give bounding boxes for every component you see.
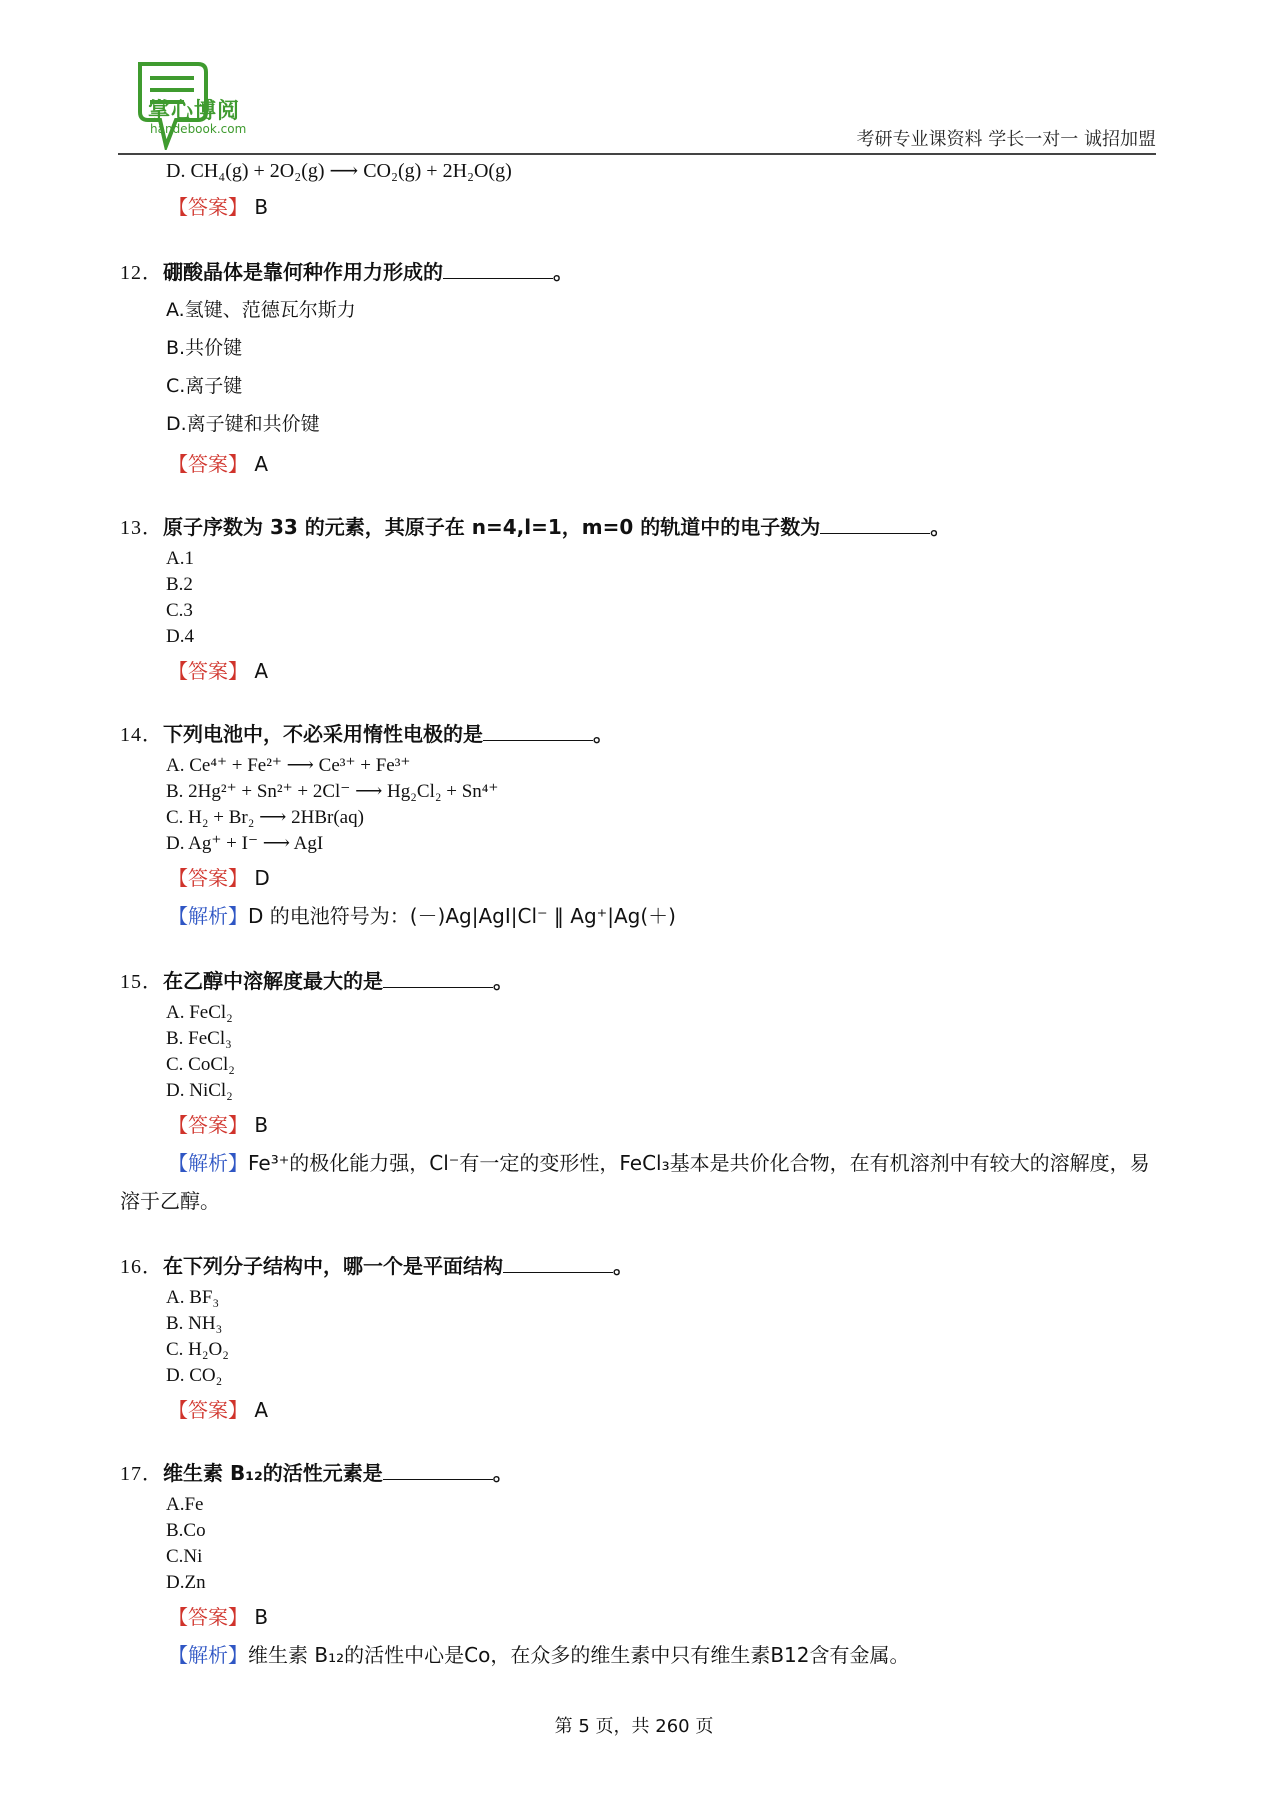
question-16	[120, 1248, 1156, 1285]
question-end: 。	[613, 1254, 633, 1278]
header-divider	[118, 153, 1156, 155]
answer-tag: 【答案】	[168, 1398, 248, 1422]
analysis-17	[168, 1636, 1156, 1674]
question-text: 在乙醇中溶解度最大的是	[163, 969, 383, 993]
option-c: C.Ni	[166, 1546, 203, 1567]
answer-blank	[820, 515, 930, 534]
analysis-tag: 【解析】	[168, 1643, 248, 1667]
logo-text-cn: 掌心博阅	[148, 99, 241, 124]
option-b: B. NH₃	[166, 1313, 223, 1334]
question-17	[120, 1455, 1156, 1492]
option-b: B.共价键	[166, 337, 243, 359]
answer-value: D	[254, 866, 270, 890]
question-text: 维生素 B₁₂的活性元素是	[163, 1461, 383, 1485]
option-c: C.3	[166, 600, 193, 621]
question-number: 15．	[120, 971, 163, 993]
page-content	[120, 156, 1156, 1674]
question-end: 。	[593, 722, 613, 746]
question-15	[120, 963, 1156, 1000]
analysis-tag: 【解析】	[168, 1151, 248, 1175]
analysis-14	[168, 897, 1156, 935]
answer-tag: 【答案】	[168, 659, 248, 683]
answer-value: B	[254, 195, 269, 219]
question-number: 17．	[120, 1463, 163, 1485]
question-text: 在下列分子结构中，哪一个是平面结构	[163, 1254, 503, 1278]
option-d: D.4	[166, 626, 194, 647]
answer-blank	[383, 969, 493, 988]
answer-17	[168, 1600, 1156, 1634]
option-a: A.1	[166, 548, 194, 569]
option-a: A.氢键、范德瓦尔斯力	[166, 299, 356, 321]
answer-tag: 【答案】	[168, 452, 248, 476]
analysis-text: 维生素 B₁₂的活性中心是Co，在众多的维生素中只有维生素B12含有金属。	[248, 1643, 910, 1667]
question-number: 14．	[120, 724, 163, 746]
answer-value: A	[254, 659, 269, 683]
question-end: 。	[493, 969, 513, 993]
option-d: D.Zn	[166, 1572, 206, 1593]
answer-blank	[383, 1461, 493, 1480]
option-a: A. Ce⁴⁺ + Fe²⁺ ⟶ Ce³⁺ + Fe³⁺	[166, 755, 411, 776]
option-d: D.离子键和共价键	[166, 413, 320, 435]
question-14	[120, 716, 1156, 753]
answer-blank	[443, 260, 553, 279]
answer-tag: 【答案】	[168, 1605, 248, 1629]
question-number: 13．	[120, 517, 163, 539]
question-13	[120, 509, 1156, 546]
option-b: B.Co	[166, 1520, 206, 1541]
answer-tag: 【答案】	[168, 866, 248, 890]
option-c: C. H₂O₂	[166, 1339, 229, 1360]
prev-answer	[168, 190, 1156, 224]
answer-blank	[503, 1254, 613, 1273]
answer-value: A	[254, 452, 269, 476]
option-a: A.Fe	[166, 1494, 204, 1515]
analysis-text: D 的电池符号为：(－)Ag|AgI|Cl⁻ ‖ Ag⁺|Ag(＋)	[248, 904, 676, 928]
analysis-text: Fe³⁺的极化能力强，Cl⁻有一定的变形性，FeCl₃基本是共价化合物，在有机溶剂中有较大的溶解度，易溶于乙醇。	[120, 1151, 1150, 1213]
option-b: B.2	[166, 574, 193, 595]
option-b: B. 2Hg²⁺ + Sn²⁺ + 2Cl⁻ ⟶ Hg₂Cl₂ + Sn⁴⁺	[166, 781, 499, 802]
option-d: D. CO₂	[166, 1365, 223, 1386]
prev-option-d: D. CH₄(g) + 2O₂(g) ⟶ CO₂(g) + 2H₂O(g)	[166, 160, 512, 182]
question-text: 硼酸晶体是靠何种作用力形成的	[163, 260, 443, 284]
answer-15	[168, 1108, 1156, 1142]
answer-13	[168, 654, 1156, 688]
question-end: 。	[930, 515, 951, 539]
analysis-15	[120, 1144, 1156, 1220]
option-d: D. Ag⁺ + I⁻ ⟶ AgI	[166, 833, 324, 854]
option-c: C.离子键	[166, 375, 243, 397]
answer-tag: 【答案】	[168, 1113, 248, 1137]
question-text: 原子序数为 33 的元素，其原子在 n=4,l=1，m=0 的轨道中的电子数为	[163, 515, 821, 539]
page-header	[118, 52, 1156, 156]
logo-text-en: handebook.com	[150, 122, 247, 136]
question-end: 。	[553, 260, 573, 284]
option-a: A. FeCl₂	[166, 1002, 233, 1023]
option-a: A. BF₃	[166, 1287, 220, 1308]
option-c: C. CoCl₂	[166, 1054, 235, 1075]
answer-16	[168, 1393, 1156, 1427]
answer-value: B	[254, 1605, 269, 1629]
analysis-tag: 【解析】	[168, 904, 248, 928]
question-number: 12．	[120, 262, 163, 284]
question-text: 下列电池中，不必采用惰性电极的是	[163, 722, 483, 746]
question-end: 。	[492, 1461, 513, 1485]
option-c: C. H₂ + Br₂ ⟶ 2HBr(aq)	[166, 807, 364, 828]
page-footer: 第 5 页，共 260 页	[554, 1716, 714, 1737]
answer-tag: 【答案】	[168, 195, 248, 219]
answer-12	[168, 447, 1156, 481]
answer-blank	[483, 722, 593, 741]
answer-value: B	[254, 1113, 269, 1137]
answer-value: A	[254, 1398, 269, 1422]
question-12	[120, 254, 1156, 291]
header-slogan: 考研专业课资料 学长一对一 诚招加盟	[856, 129, 1156, 150]
answer-14	[168, 861, 1156, 895]
option-b: B. FeCl₃	[166, 1028, 232, 1049]
question-number: 16．	[120, 1256, 163, 1278]
option-d: D. NiCl₂	[166, 1080, 233, 1101]
